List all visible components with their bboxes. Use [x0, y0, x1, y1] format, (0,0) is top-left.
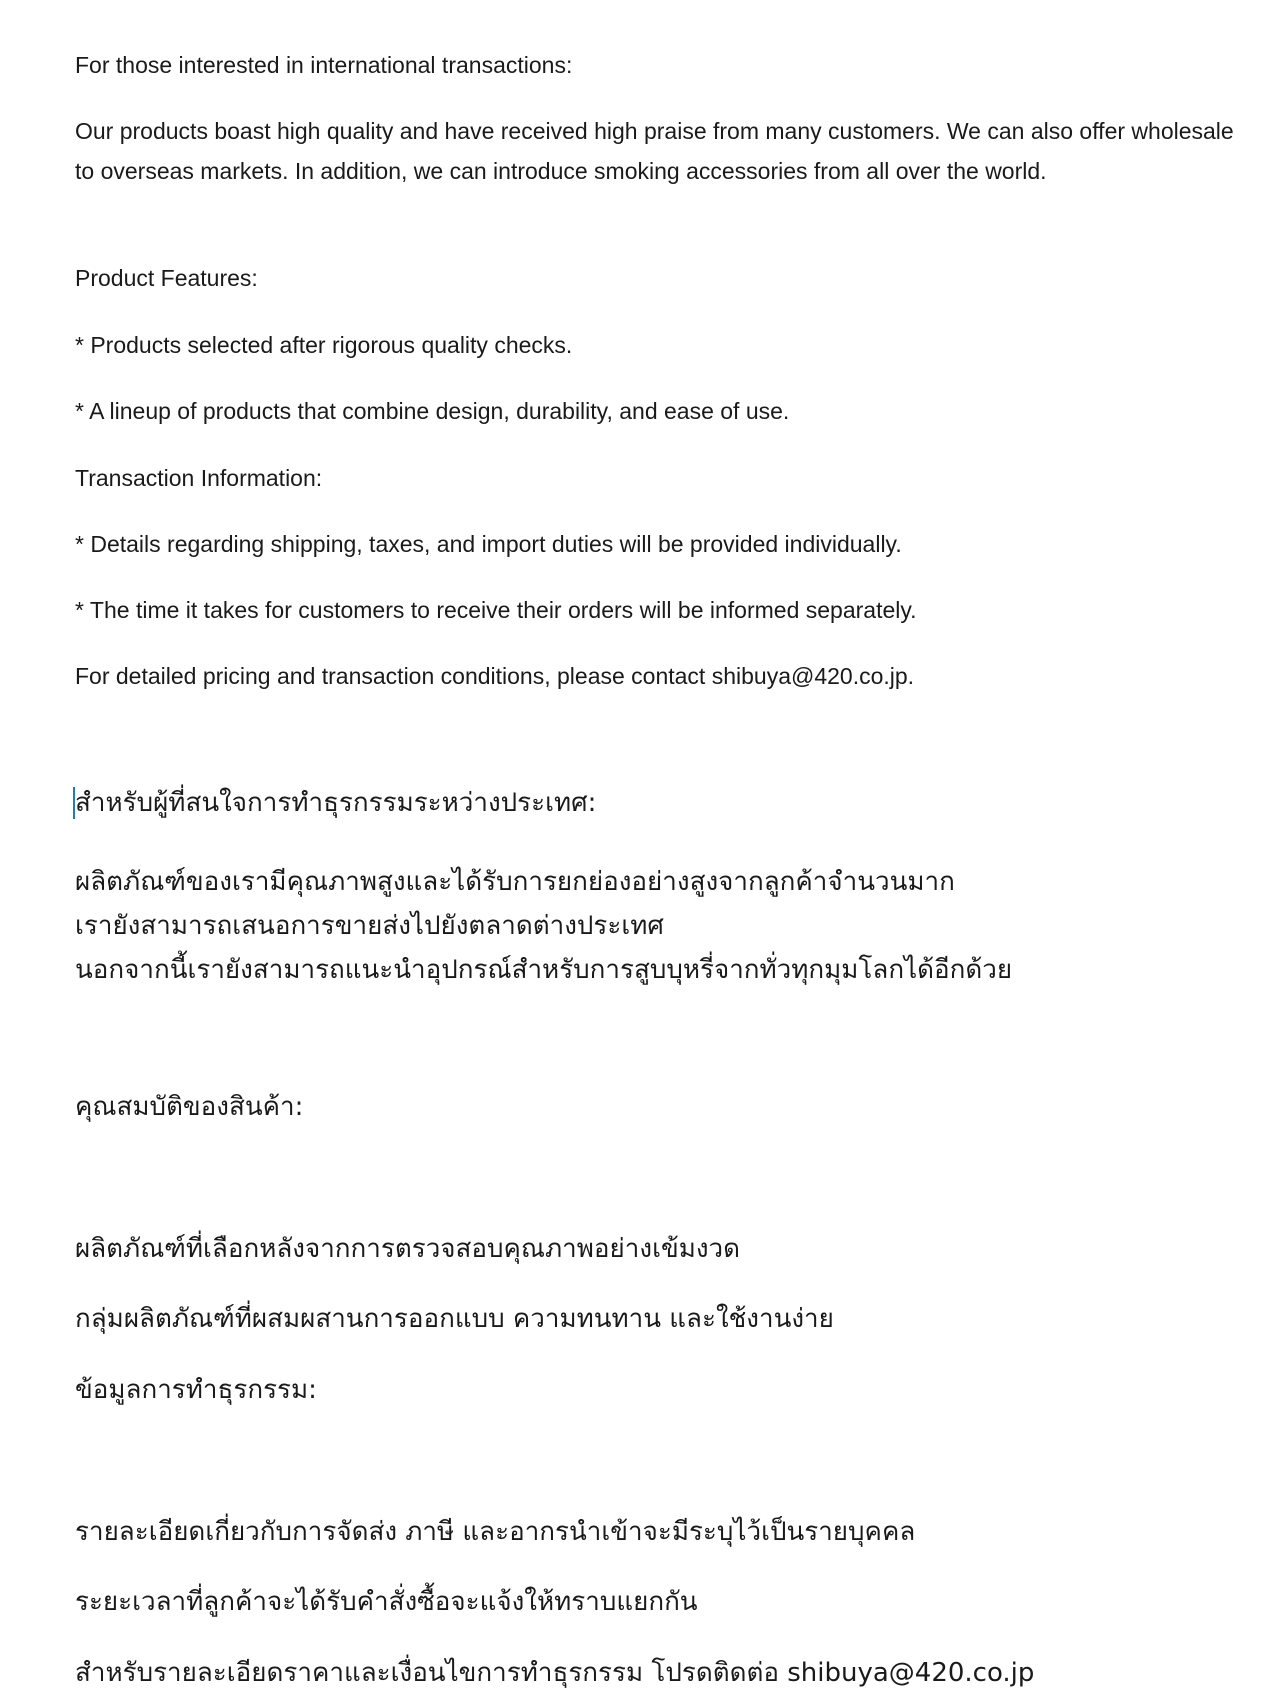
- en-feature-item: * A lineup of products that combine design, durability, and ease of use.: [75, 398, 790, 424]
- en-transaction-heading: Transaction Information:: [75, 465, 323, 491]
- th-transaction-item: ระยะเวลาที่ลูกค้าจะได้รับคำสั่งซื้อจะแจ้งให้ทราบแยกกัน: [75, 1587, 698, 1617]
- th-intro-line: นอกจากนี้เรายังสามารถแนะนำอุปกรณ์สำหรับการสูบบุหรี่จากทั่วทุกมุมโลกได้อีกด้วย: [75, 955, 1013, 985]
- th-transaction-heading: ข้อมูลการทำธุรกรรม:: [75, 1375, 317, 1405]
- en-feature-item: * Products selected after rigorous quality checks.: [75, 332, 573, 358]
- th-feature-item: กลุ่มผลิตภัณฑ์ที่ผสมผสานการออกแบบ ความทนทาน และใช้งานง่าย: [75, 1304, 834, 1334]
- en-intro-heading: For those interested in international transactions:: [75, 52, 573, 78]
- th-contact-line: สำหรับรายละเอียดราคาและเงื่อนไขการทำธุรกรรม โปรดติดต่อ shibuya@420.co.jp: [75, 1658, 1035, 1688]
- en-contact-line: For detailed pricing and transaction conditions, please contact shibuya@420.co.jp.: [75, 663, 915, 689]
- en-features-heading: Product Features:: [75, 265, 258, 291]
- en-transaction-item: * Details regarding shipping, taxes, and import duties will be provided individually.: [75, 531, 902, 557]
- th-transaction-item: รายละเอียดเกี่ยวกับการจัดส่ง ภาษี และอากรนำเข้าจะมีระบุไว้เป็นรายบุคคล: [75, 1517, 916, 1547]
- th-intro-line: เรายังสามารถเสนอการขายส่งไปยังตลาดต่างประเทศ: [75, 911, 664, 941]
- th-features-heading: คุณสมบัติของสินค้า:: [75, 1092, 304, 1122]
- th-feature-item: ผลิตภัณฑ์ที่เลือกหลังจากการตรวจสอบคุณภาพอย่างเข้มงวด: [75, 1234, 741, 1264]
- th-intro-heading: สำหรับผู้ที่สนใจการทำธุรกรรมระหว่างประเทศ:: [75, 788, 597, 818]
- th-intro-line: ผลิตภัณฑ์ของเรามีคุณภาพสูงและได้รับการยกย่องอย่างสูงจากลูกค้าจำนวนมาก: [75, 867, 955, 897]
- en-transaction-item: * The time it takes for customers to receive their orders will be informed separately.: [75, 597, 917, 623]
- en-intro-paragraph: Our products boast high quality and have received high praise from many customers. We can also offer wholesale to overseas markets. In addition, we can introduce smoking accessories from all over the world.: [75, 118, 1234, 184]
